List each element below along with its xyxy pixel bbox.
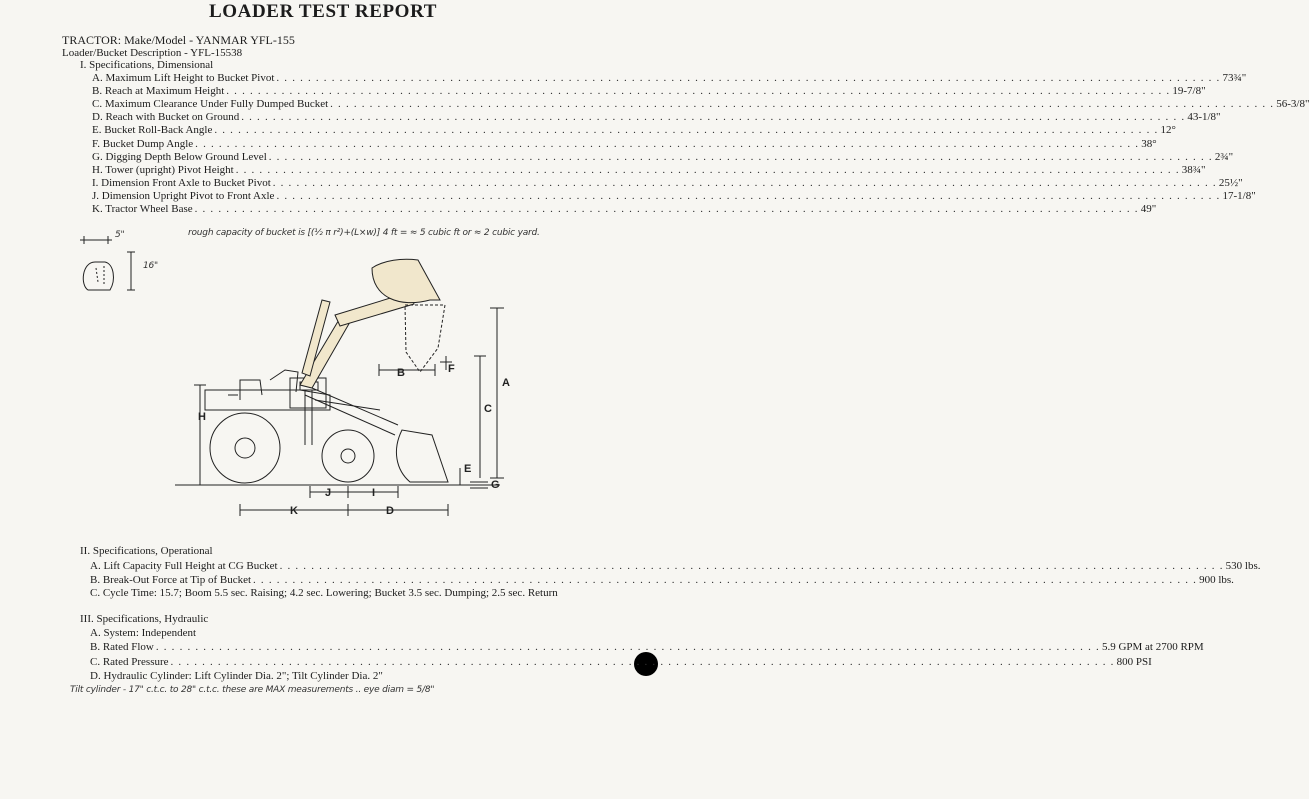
dimension-spec-value: 38¾" (1181, 163, 1206, 176)
sketch-width-note: 5" (115, 230, 125, 240)
bucket-capacity-note: rough capacity of bucket is [(½ π r²)+(L×w)] 4 ft = ≈ 5 cubic ft or ≈ 2 cubic yard. (188, 228, 540, 238)
hydraulic-spec-row (90, 641, 1204, 654)
sketch-bucket-outline (83, 262, 113, 290)
hydraulic-spec-value: 800 PSI (1116, 655, 1152, 668)
dimension-spec-value: 12° (1160, 124, 1176, 137)
section-hydraulic-heading: III. Specifications, Hydraulic (80, 613, 209, 625)
label-K: K (290, 505, 298, 517)
dimension-spec-label: E. Bucket Roll-Back Angle (92, 124, 213, 137)
dimension-spec-leader-dots: . . . . . . . . . . . . . . . . . . . . . . . . . . . . . . . . . . . . . . . . . . . . . . . . . . . . . . . . . . . . . . . . . . . . . . . . . . . . . . . . . . . . . . . . . . . . . . . . . . . . . . . . . . . . . . . . . . . . . . . . (194, 203, 1139, 215)
dimension-spec-label: I. Dimension Front Axle to Bucket Pivot (92, 176, 271, 189)
label-B: B (397, 367, 405, 379)
hydraulic-spec-label: C. Rated Pressure (90, 655, 169, 668)
report-title: LOADER TEST REPORT (209, 1, 437, 22)
dimension-spec-label: D. Reach with Bucket on Ground (92, 111, 240, 124)
dumped-bucket (405, 305, 445, 372)
dimension-spec-leader-dots: . . . . . . . . . . . . . . . . . . . . . . . . . . . . . . . . . . . . . . . . . . . . . . . . . . . . . . . . . . . . . . . . . . . . . . . . . . . . . . . . . . . . . . . . . . . . . . . . . . . . . . . . . . . . . . . . . . . . . . . . (226, 85, 1171, 98)
label-C: C (484, 403, 492, 415)
dimension-spec-label: C. Maximum Clearance Under Fully Dumped Bucket (92, 98, 329, 111)
dimension-spec-value: 25½" (1218, 176, 1243, 189)
tilt-cylinder-note: Tilt cylinder - 17" c.t.c. to 28" c.t.c. these are MAX measurements .. eye diam = 5/8" (70, 685, 435, 695)
dimension-spec-leader-dots: . . . . . . . . . . . . . . . . . . . . . . . . . . . . . . . . . . . . . . . . . . . . . . . . . . . . . . . . . . . . . . . . . . . . . . . . . . . . . . . . . . . . . . . . . . . . . . . . . . . . . . . . . . . . . . . . . . . . . . . . (276, 189, 1221, 202)
bucket-description-line: Loader/Bucket Description - YFL-15538 (62, 47, 243, 59)
hydraulic-spec-label: B. Rated Flow (90, 641, 154, 653)
dimension-spec-value: 43-1/8" (1187, 111, 1221, 124)
dimension-spec-value: 73¾" (1222, 72, 1247, 84)
cycle-time-line: C. Cycle Time: 15.7; Boom 5.5 sec. Raising; 4.2 sec. Lowering; Bucket 3.5 sec. Dumping; 2.5 sec. Return (90, 587, 558, 599)
label-A: A (502, 377, 510, 389)
dimension-spec-leader-dots: . . . . . . . . . . . . . . . . . . . . . . . . . . . . . . . . . . . . . . . . . . . . . . . . . . . . . . . . . . . . . . . . . . . . . . . . . . . . . . . . . . . . . . . . . . . . . . . . . . . . . . . . . . . . . . . . . . . . . . . . (241, 111, 1186, 124)
operational-spec-leader-dots: . . . . . . . . . . . . . . . . . . . . . . . . . . . . . . . . . . . . . . . . . . . . . . . . . . . . . . . . . . . . . . . . . . . . . . . . . . . . . . . . . . . . . . . . . . . . . . . . . . . . . . . . . . . . . . . . . . . . . . . . (253, 574, 1198, 586)
hydraulic-cylinder-line: D. Hydraulic Cylinder: Lift Cylinder Dia. 2"; Tilt Cylinder Dia. 2" (90, 670, 383, 682)
operational-spec-value: 530 lbs. (1225, 560, 1261, 572)
label-H: H (198, 411, 206, 423)
operational-spec-row (90, 574, 1234, 587)
operational-spec-row (90, 560, 1261, 573)
dimension-spec-label: B. Reach at Maximum Height (92, 85, 225, 98)
operational-spec-value: 900 lbs. (1199, 574, 1234, 586)
dimension-spec-value: 17-1/8" (1222, 189, 1256, 202)
hydraulic-spec-leader-dots: . . . . . . . . . . . . . . . . . . . . . . . . . . . . . . . . . . . . . . . . . . . . . . . . . . . . . . . . . . . . . . . . . . . . . . . . . . . . . . . . . . . . . . . . . . . . . . . . . . . . . . . . . . . . . . . . . . . . . . . . (170, 655, 1115, 668)
section-dimensional-heading: I. Specifications, Dimensional (80, 59, 214, 71)
section-operational-heading: II. Specifications, Operational (80, 545, 213, 557)
dimension-spec-label: H. Tower (upright) Pivot Height (92, 163, 234, 176)
dimension-spec-label: A. Maximum Lift Height to Bucket Pivot (92, 72, 275, 84)
hydraulic-spec-row (90, 655, 1152, 669)
dimension-spec-value: 49" (1140, 203, 1157, 215)
dimension-spec-leader-dots: . . . . . . . . . . . . . . . . . . . . . . . . . . . . . . . . . . . . . . . . . . . . . . . . . . . . . . . . . . . . . . . . . . . . . . . . . . . . . . . . . . . . . . . . . . . . . . . . . . . . . . . . . . . . . . . . . . . . . . . . (272, 176, 1217, 189)
tractor-model-line: TRACTOR: Make/Model - YANMAR YFL-155 (62, 33, 295, 47)
hydraulic-spec-value: 5.9 GPM at 2700 RPM (1101, 641, 1204, 653)
label-J: J (325, 487, 332, 499)
operational-spec-leader-dots: . . . . . . . . . . . . . . . . . . . . . . . . . . . . . . . . . . . . . . . . . . . . . . . . . . . . . . . . . . . . . . . . . . . . . . . . . . . . . . . . . . . . . . . . . . . . . . . . . . . . . . . . . . . . . . . . . . . . . . . . (279, 560, 1224, 572)
label-I: I (372, 487, 376, 499)
label-G: G (491, 479, 500, 491)
operational-spec-label: A. Lift Capacity Full Height at CG Bucket (90, 560, 278, 572)
dimension-spec-label: J. Dimension Upright Pivot to Front Axle (92, 189, 275, 202)
dimension-spec-value: 2¾" (1214, 150, 1234, 163)
lowered-loader-arms (305, 388, 398, 435)
label-E: E (464, 463, 472, 475)
dimension-spec-label: K. Tractor Wheel Base (92, 203, 193, 215)
dimension-spec-label: F. Bucket Dump Angle (92, 137, 194, 150)
operational-spec-label: B. Break-Out Force at Tip of Bucket (90, 574, 252, 586)
dimension-spec-value: 19-7/8" (1172, 85, 1206, 98)
tractor-wheels (210, 413, 374, 483)
dimension-spec-leader-dots: . . . . . . . . . . . . . . . . . . . . . . . . . . . . . . . . . . . . . . . . . . . . . . . . . . . . . . . . . . . . . . . . . . . . . . . . . . . . . . . . . . . . . . . . . . . . . . . . . . . . . . . . . . . . . . . . . . . . . . . . (235, 163, 1180, 176)
dimension-spec-leader-dots: . . . . . . . . . . . . . . . . . . . . . . . . . . . . . . . . . . . . . . . . . . . . . . . . . . . . . . . . . . . . . . . . . . . . . . . . . . . . . . . . . . . . . . . . . . . . . . . . . . . . . . . . . . . . . . . . . . . . . . . . (276, 72, 1221, 84)
dimension-spec-leader-dots: . . . . . . . . . . . . . . . . . . . . . . . . . . . . . . . . . . . . . . . . . . . . . . . . . . . . . . . . . . . . . . . . . . . . . . . . . . . . . . . . . . . . . . . . . . . . . . . . . . . . . . . . . . . . . . . . . . . . . . . . (268, 150, 1213, 163)
dimension-spec-leader-dots: . . . . . . . . . . . . . . . . . . . . . . . . . . . . . . . . . . . . . . . . . . . . . . . . . . . . . . . . . . . . . . . . . . . . . . . . . . . . . . . . . . . . . . . . . . . . . . . . . . . . . . . . . . . . . . . . . . . . . . . . (195, 137, 1140, 150)
lowered-bucket (396, 430, 448, 482)
label-F: F (448, 363, 455, 375)
dimension-spec-label: G. Digging Depth Below Ground Level (92, 150, 267, 163)
label-D: D (386, 505, 394, 517)
dimension-spec-leader-dots: . . . . . . . . . . . . . . . . . . . . . . . . . . . . . . . . . . . . . . . . . . . . . . . . . . . . . . . . . . . . . . . . . . . . . . . . . . . . . . . . . . . . . . . . . . . . . . . . . . . . . . . . . . . . . . . . . . . . . . . . (330, 98, 1275, 111)
dimension-spec-value: 38° (1141, 137, 1157, 150)
dimension-spec-value: 56-3/8" (1276, 98, 1309, 111)
sketch-bucket-hatch (96, 266, 104, 284)
sketch-height-note: 16" (143, 261, 158, 271)
dimension-spec-leader-dots: . . . . . . . . . . . . . . . . . . . . . . . . . . . . . . . . . . . . . . . . . . . . . . . . . . . . . . . . . . . . . . . . . . . . . . . . . . . . . . . . . . . . . . . . . . . . . . . . . . . . . . . . . . . . . . . . . . . . . . . . (214, 124, 1159, 137)
hydraulic-spec-leader-dots: . . . . . . . . . . . . . . . . . . . . . . . . . . . . . . . . . . . . . . . . . . . . . . . . . . . . . . . . . . . . . . . . . . . . . . . . . . . . . . . . . . . . . . . . . . . . . . . . . . . . . . . . . . . . . . . . . . . . . . . . (155, 641, 1100, 653)
raised-bucket (372, 259, 440, 302)
hydraulic-system-line: A. System: Independent (90, 627, 197, 639)
